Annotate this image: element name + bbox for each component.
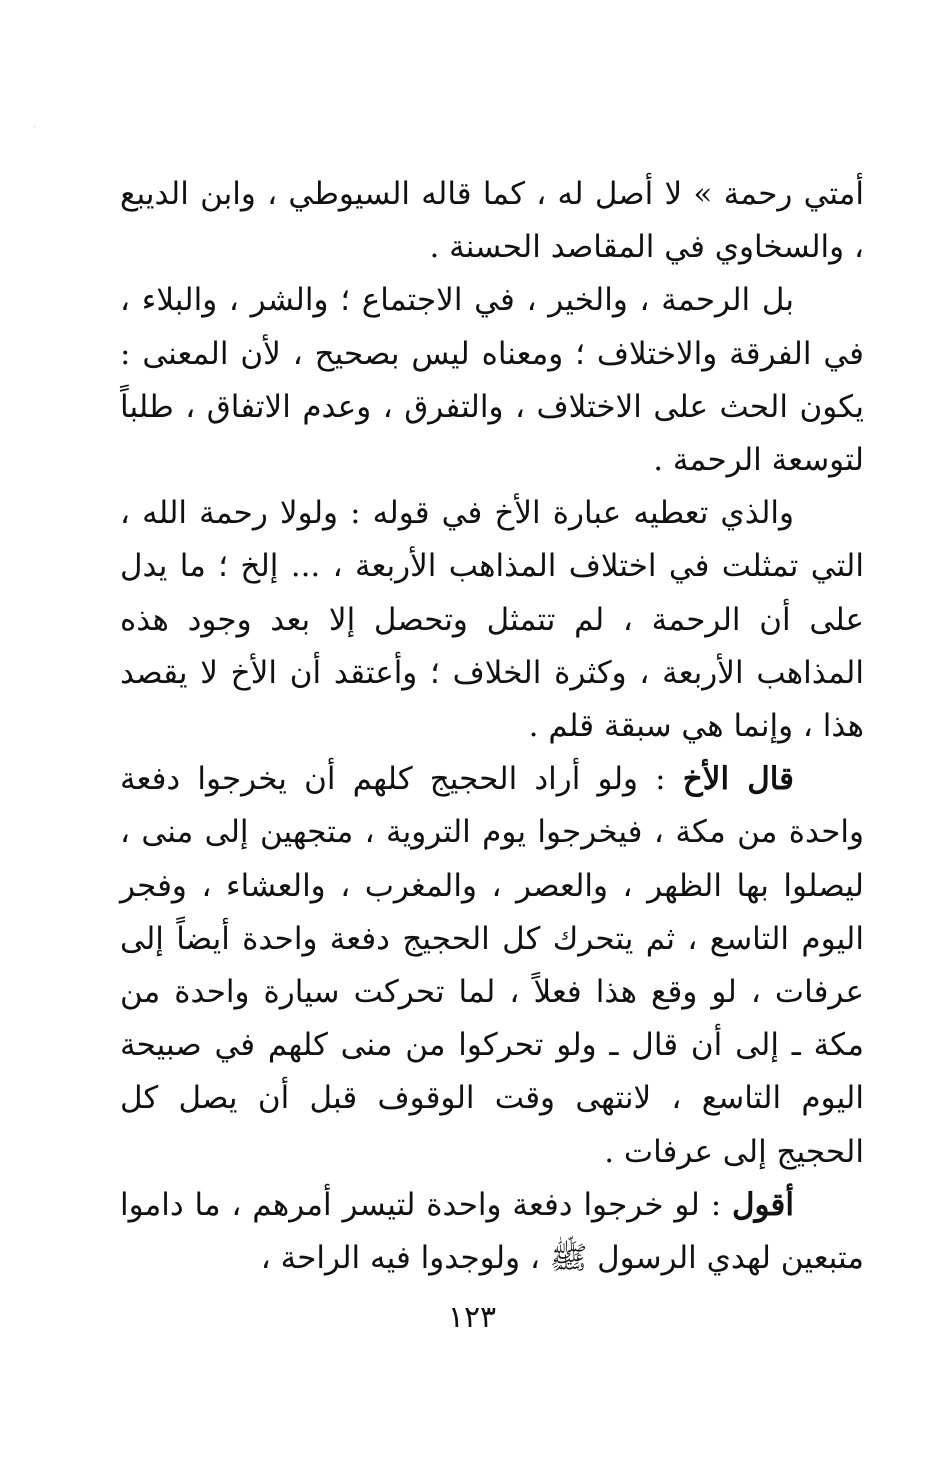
paragraph-1: [120, 168, 864, 274]
body-text: [120, 168, 864, 1285]
speaker-label-brother: قال الأخ: [682, 761, 794, 798]
speaker-label-author: أقول: [732, 1186, 794, 1223]
scan-speck: [34, 126, 35, 127]
paragraph-5: [120, 1179, 864, 1285]
paragraph-4: [120, 753, 864, 1179]
paragraph-4-text: : ولو أراد الحجيج كلهم أن يخرجوا دفعة واحدة من مكة ، فيخرجوا يوم التروية ، متجهين إلى منى ، ليصلوا بها الظهر ، والعصر ، والمغرب ، والعشاء ، وفجر اليوم التاسع ، ثم يتحرك كل الحجيج دفعة واحدة أيضاً إلى عرفات ، لو وقع هذا فعلاً ، لما تحركت سيارة واحدة من مكة ـ إلى أن قال ـ ولو تحركوا من منى كلهم في صبيحة اليوم التاسع ، لانتهى وقت الوقوف قبل أن يصل كل الحجيج إلى عرفات .: [120, 761, 864, 1170]
page-number: ١٢٣: [447, 1300, 497, 1335]
paragraph-2: [120, 274, 864, 487]
paragraph-1-text: أمتي رحمة » لا أصل له ، كما قاله السيوطي ، وابن الديبع ، والسخاوي في المقاصد الحسنة .: [120, 176, 864, 266]
paragraph-2-text: بل الرحمة ، والخير ، في الاجتماع ؛ والشر ، والبلاء ، في الفرقة والاختلاف ؛ ومعناه ليس بصحيح ، لأن المعنى : يكون الحث على الاختلاف ، والتفرق ، وعدم الاتفاق ، طلباً لتوسعة الرحمة .: [120, 282, 864, 479]
paragraph-5-text: : لو خرجوا دفعة واحدة لتيسر أمرهم ، ما داموا متبعين لهدي الرسول ﷺ ، ولوجدوا فيه الراحة ،: [120, 1186, 864, 1277]
paragraph-3: [120, 487, 864, 753]
paragraph-3-text: والذي تعطيه عبارة الأخ في قوله : ولولا رحمة الله ، التي تمثلت في اختلاف المذاهب الأربعة ، ... إلخ ؛ ما يدل على أن الرحمة ، لم تتمثل وتحصل إلا بعد وجود هذه المذاهب الأربعة ، وكثرة الخلاف ؛ وأعتقد أن الأخ لا يقصد هذا ، وإنما هي سبقة قلم .: [120, 495, 864, 745]
